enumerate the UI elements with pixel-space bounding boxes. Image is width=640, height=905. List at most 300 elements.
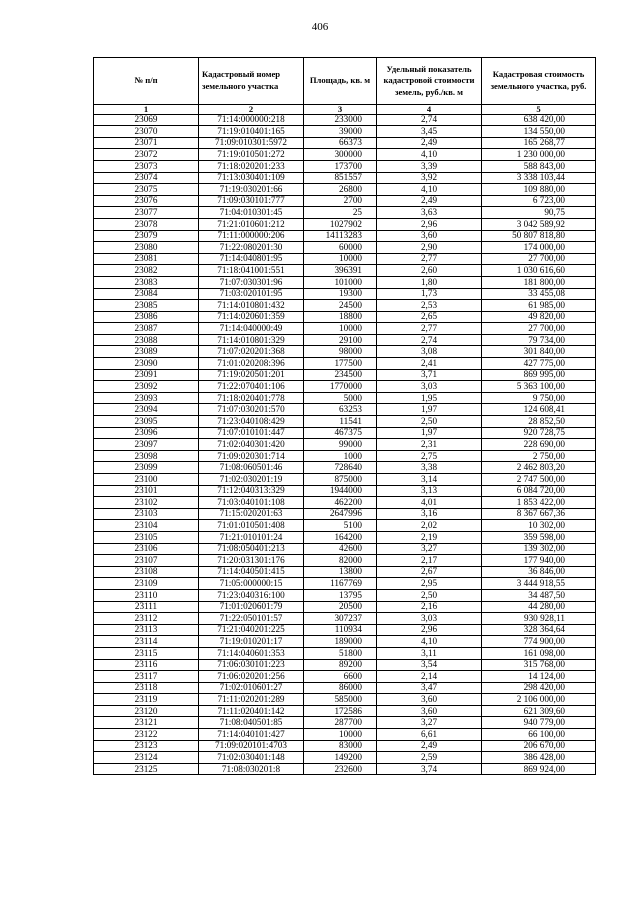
cadastral-value-cell: 2 462 803,20 xyxy=(482,462,596,474)
table-row xyxy=(94,416,596,428)
cadastral-number-cell: 71:09:010301:5972 xyxy=(199,137,304,149)
row-number-cell: 23122 xyxy=(94,729,199,741)
table-row xyxy=(94,589,596,601)
cadastral-value-cell: 124 608,41 xyxy=(482,404,596,416)
area-cell: 307237 xyxy=(304,613,377,625)
specific-value-cell: 1,95 xyxy=(377,392,482,404)
cadastral-value-cell: 621 309,60 xyxy=(482,705,596,717)
cadastral-number-cell: 71:11:000000:206 xyxy=(199,230,304,242)
cadastral-value-cell: 90,75 xyxy=(482,207,596,219)
area-cell: 11541 xyxy=(304,416,377,428)
specific-value-cell: 2,14 xyxy=(377,671,482,683)
row-number-cell: 23111 xyxy=(94,601,199,613)
cadastral-number-cell: 71:18:020401:778 xyxy=(199,392,304,404)
cadastral-number-cell: 71:19:020501:201 xyxy=(199,369,304,381)
table-row xyxy=(94,242,596,254)
cadastral-number-cell: 71:01:020208:396 xyxy=(199,358,304,370)
row-number-cell: 23115 xyxy=(94,647,199,659)
area-cell: 101000 xyxy=(304,276,377,288)
page-number: 406 xyxy=(311,21,329,33)
cadastral-number-cell: 71:19:010501:272 xyxy=(199,149,304,161)
specific-value-cell: 2,60 xyxy=(377,265,482,277)
specific-value-cell: 2,74 xyxy=(377,114,482,126)
column-number-row xyxy=(94,105,596,115)
row-number-cell: 23092 xyxy=(94,381,199,393)
area-cell: 20500 xyxy=(304,601,377,613)
table-row xyxy=(94,763,596,775)
row-number-cell: 23123 xyxy=(94,740,199,752)
table-row xyxy=(94,334,596,346)
cadastral-number-cell: 71:22:070401:106 xyxy=(199,381,304,393)
cadastral-number-cell: 71:07:030301:96 xyxy=(199,276,304,288)
specific-value-cell: 3,11 xyxy=(377,647,482,659)
area-cell: 300000 xyxy=(304,149,377,161)
cadastral-number-cell: 71:19:010401:165 xyxy=(199,126,304,138)
specific-value-cell: 2,41 xyxy=(377,358,482,370)
row-number-cell: 23121 xyxy=(94,717,199,729)
table-row xyxy=(94,253,596,265)
cadastral-value-cell: 34 487,50 xyxy=(482,589,596,601)
cadastral-value-cell: 301 840,00 xyxy=(482,346,596,358)
cadastral-number-cell: 71:07:020201:368 xyxy=(199,346,304,358)
row-number-cell: 23095 xyxy=(94,416,199,428)
cadastral-number-cell: 71:14:010801:329 xyxy=(199,334,304,346)
area-cell: 18800 xyxy=(304,311,377,323)
cadastral-value-cell: 2 747 500,00 xyxy=(482,474,596,486)
cadastral-value-cell: 9 750,00 xyxy=(482,392,596,404)
cadastral-number-cell: 71:14:040000:49 xyxy=(199,323,304,335)
table-row xyxy=(94,531,596,543)
area-cell: 177500 xyxy=(304,358,377,370)
table-row xyxy=(94,160,596,172)
specific-value-cell: 2,02 xyxy=(377,520,482,532)
specific-value-cell: 3,45 xyxy=(377,126,482,138)
header-row xyxy=(94,58,596,105)
area-cell: 233000 xyxy=(304,114,377,126)
specific-value-cell: 3,39 xyxy=(377,160,482,172)
table-row xyxy=(94,636,596,648)
area-cell: 189000 xyxy=(304,636,377,648)
column-number: 4 xyxy=(377,105,482,115)
area-cell: 396391 xyxy=(304,265,377,277)
specific-value-cell: 3,13 xyxy=(377,485,482,497)
cadastral-number-cell: 71:14:040101:427 xyxy=(199,729,304,741)
specific-value-cell: 2,19 xyxy=(377,531,482,543)
table-row xyxy=(94,300,596,312)
cadastral-value-cell: 109 880,00 xyxy=(482,184,596,196)
cadastral-value-cell: 177 940,00 xyxy=(482,555,596,567)
table-row xyxy=(94,752,596,764)
cadastral-value-cell: 174 000,00 xyxy=(482,242,596,254)
cadastral-number-cell: 71:03:020101:95 xyxy=(199,288,304,300)
area-cell: 99000 xyxy=(304,439,377,451)
table-row xyxy=(94,172,596,184)
table-row xyxy=(94,439,596,451)
table-row xyxy=(94,671,596,683)
area-cell: 82000 xyxy=(304,555,377,567)
row-number-cell: 23125 xyxy=(94,763,199,775)
specific-value-cell: 2,77 xyxy=(377,323,482,335)
specific-value-cell: 2,53 xyxy=(377,300,482,312)
specific-value-cell: 6,61 xyxy=(377,729,482,741)
specific-value-cell: 3,47 xyxy=(377,682,482,694)
specific-value-cell: 3,92 xyxy=(377,172,482,184)
specific-value-cell: 2,49 xyxy=(377,195,482,207)
area-cell: 5000 xyxy=(304,392,377,404)
cadastral-value-cell: 5 363 100,00 xyxy=(482,381,596,393)
row-number-cell: 23102 xyxy=(94,497,199,509)
table-row xyxy=(94,485,596,497)
row-number-cell: 23072 xyxy=(94,149,199,161)
table-row xyxy=(94,427,596,439)
row-number-cell: 23087 xyxy=(94,323,199,335)
area-cell: 10000 xyxy=(304,729,377,741)
row-number-cell: 23104 xyxy=(94,520,199,532)
row-number-cell: 23075 xyxy=(94,184,199,196)
row-number-cell: 23079 xyxy=(94,230,199,242)
cadastral-value-cell: 181 800,00 xyxy=(482,276,596,288)
cadastral-value-cell: 315 768,00 xyxy=(482,659,596,671)
cadastral-number-cell: 71:20:031301:176 xyxy=(199,555,304,567)
table-row xyxy=(94,624,596,636)
cadastral-number-cell: 71:02:030201:19 xyxy=(199,474,304,486)
specific-value-cell: 3,60 xyxy=(377,694,482,706)
cadastral-value-cell: 61 985,00 xyxy=(482,300,596,312)
table-row xyxy=(94,218,596,230)
area-cell: 149200 xyxy=(304,752,377,764)
table-row xyxy=(94,566,596,578)
cadastral-value-cell: 588 843,00 xyxy=(482,160,596,172)
cadastral-number-cell: 71:03:040101:108 xyxy=(199,497,304,509)
cadastral-value-cell: 940 779,00 xyxy=(482,717,596,729)
area-cell: 851557 xyxy=(304,172,377,184)
specific-value-cell: 1,97 xyxy=(377,427,482,439)
area-cell: 83000 xyxy=(304,740,377,752)
table-row xyxy=(94,450,596,462)
table-row xyxy=(94,613,596,625)
table-row xyxy=(94,195,596,207)
specific-value-cell: 4,10 xyxy=(377,149,482,161)
cadastral-number-cell: 71:14:040601:353 xyxy=(199,647,304,659)
cadastral-value-cell: 1 230 000,00 xyxy=(482,149,596,161)
cadastral-value-cell: 165 268,77 xyxy=(482,137,596,149)
area-cell: 42600 xyxy=(304,543,377,555)
cadastral-value-cell: 930 928,11 xyxy=(482,613,596,625)
cadastral-value-cell: 206 670,00 xyxy=(482,740,596,752)
row-number-cell: 23099 xyxy=(94,462,199,474)
cadastral-number-cell: 71:08:060501:46 xyxy=(199,462,304,474)
cadastral-number-cell: 71:21:010601:212 xyxy=(199,218,304,230)
cadastral-number-cell: 71:22:080201:30 xyxy=(199,242,304,254)
cadastral-number-cell: 71:18:041001:551 xyxy=(199,265,304,277)
specific-value-cell: 3,08 xyxy=(377,346,482,358)
row-number-cell: 23098 xyxy=(94,450,199,462)
row-number-cell: 23071 xyxy=(94,137,199,149)
row-number-cell: 23118 xyxy=(94,682,199,694)
row-number-cell: 23097 xyxy=(94,439,199,451)
cadastral-value-cell: 774 900,00 xyxy=(482,636,596,648)
row-number-cell: 23078 xyxy=(94,218,199,230)
table-row xyxy=(94,729,596,741)
table-row xyxy=(94,114,596,126)
table-row xyxy=(94,265,596,277)
cadastral-number-cell: 71:06:030101:223 xyxy=(199,659,304,671)
row-number-cell: 23116 xyxy=(94,659,199,671)
column-number: 1 xyxy=(94,105,199,115)
specific-value-cell: 3,60 xyxy=(377,705,482,717)
header-cadastral-number: Кадастровый номер земельного участка xyxy=(199,58,304,105)
cadastral-value-cell: 79 734,00 xyxy=(482,334,596,346)
cadastral-value-cell: 139 302,00 xyxy=(482,543,596,555)
area-cell: 728640 xyxy=(304,462,377,474)
row-number-cell: 23107 xyxy=(94,555,199,567)
cadastral-value-cell: 1 030 616,60 xyxy=(482,265,596,277)
cadastral-number-cell: 71:14:010801:432 xyxy=(199,300,304,312)
table-row xyxy=(94,682,596,694)
row-number-cell: 23082 xyxy=(94,265,199,277)
table-row xyxy=(94,555,596,567)
cadastral-number-cell: 71:21:010101:24 xyxy=(199,531,304,543)
row-number-cell: 23091 xyxy=(94,369,199,381)
cadastral-number-cell: 71:05:000000:15 xyxy=(199,578,304,590)
table-row xyxy=(94,369,596,381)
row-number-cell: 23070 xyxy=(94,126,199,138)
table-row xyxy=(94,149,596,161)
specific-value-cell: 4,10 xyxy=(377,636,482,648)
specific-value-cell: 2,17 xyxy=(377,555,482,567)
row-number-cell: 23069 xyxy=(94,114,199,126)
cadastral-number-cell: 71:02:030401:148 xyxy=(199,752,304,764)
specific-value-cell: 2,59 xyxy=(377,752,482,764)
area-cell: 89200 xyxy=(304,659,377,671)
row-number-cell: 23081 xyxy=(94,253,199,265)
row-number-cell: 23080 xyxy=(94,242,199,254)
specific-value-cell: 2,74 xyxy=(377,334,482,346)
area-cell: 39000 xyxy=(304,126,377,138)
row-number-cell: 23096 xyxy=(94,427,199,439)
row-number-cell: 23117 xyxy=(94,671,199,683)
specific-value-cell: 3,03 xyxy=(377,381,482,393)
cadastral-value-cell: 328 364,64 xyxy=(482,624,596,636)
cadastral-number-cell: 71:01:020601:79 xyxy=(199,601,304,613)
row-number-cell: 23124 xyxy=(94,752,199,764)
cadastral-value-cell: 27 700,00 xyxy=(482,323,596,335)
row-number-cell: 23085 xyxy=(94,300,199,312)
cadastral-number-cell: 71:14:040501:415 xyxy=(199,566,304,578)
area-cell: 462200 xyxy=(304,497,377,509)
area-cell: 2647996 xyxy=(304,508,377,520)
cadastral-number-cell: 71:08:030201:8 xyxy=(199,763,304,775)
row-number-cell: 23074 xyxy=(94,172,199,184)
area-cell: 60000 xyxy=(304,242,377,254)
cadastral-value-cell: 2 106 000,00 xyxy=(482,694,596,706)
cadastral-value-cell: 6 723,00 xyxy=(482,195,596,207)
area-cell: 5100 xyxy=(304,520,377,532)
area-cell: 10000 xyxy=(304,323,377,335)
area-cell: 6600 xyxy=(304,671,377,683)
specific-value-cell: 3,71 xyxy=(377,369,482,381)
row-number-cell: 23089 xyxy=(94,346,199,358)
area-cell: 25 xyxy=(304,207,377,219)
specific-value-cell: 2,96 xyxy=(377,218,482,230)
table-row xyxy=(94,578,596,590)
specific-value-cell: 2,96 xyxy=(377,624,482,636)
cadastral-number-cell: 71:07:010101:447 xyxy=(199,427,304,439)
cadastral-value-cell: 359 598,00 xyxy=(482,531,596,543)
specific-value-cell: 2,31 xyxy=(377,439,482,451)
row-number-cell: 23105 xyxy=(94,531,199,543)
cadastral-number-cell: 71:09:030101:777 xyxy=(199,195,304,207)
cadastral-value-cell: 66 100,00 xyxy=(482,729,596,741)
cadastral-value-table xyxy=(93,57,596,775)
row-number-cell: 23119 xyxy=(94,694,199,706)
area-cell: 98000 xyxy=(304,346,377,358)
area-cell: 24500 xyxy=(304,300,377,312)
table-row xyxy=(94,462,596,474)
area-cell: 13795 xyxy=(304,589,377,601)
area-cell: 164200 xyxy=(304,531,377,543)
table-row xyxy=(94,740,596,752)
row-number-cell: 23106 xyxy=(94,543,199,555)
cadastral-number-cell: 71:14:020601:359 xyxy=(199,311,304,323)
specific-value-cell: 2,90 xyxy=(377,242,482,254)
table-row xyxy=(94,184,596,196)
cadastral-number-cell: 71:09:020101:4703 xyxy=(199,740,304,752)
cadastral-number-cell: 71:04:010301:45 xyxy=(199,207,304,219)
cadastral-number-cell: 71:01:010501:408 xyxy=(199,520,304,532)
specific-value-cell: 2,16 xyxy=(377,601,482,613)
table-row xyxy=(94,705,596,717)
area-cell: 19300 xyxy=(304,288,377,300)
header-area: Площадь, кв. м xyxy=(304,58,377,105)
area-cell: 110934 xyxy=(304,624,377,636)
cadastral-value-cell: 134 550,00 xyxy=(482,126,596,138)
table-row xyxy=(94,694,596,706)
table-row xyxy=(94,276,596,288)
table-row xyxy=(94,717,596,729)
row-number-cell: 23112 xyxy=(94,613,199,625)
cadastral-number-cell: 71:13:030401:109 xyxy=(199,172,304,184)
cadastral-number-cell: 71:11:020201:289 xyxy=(199,694,304,706)
specific-value-cell: 4,01 xyxy=(377,497,482,509)
cadastral-value-cell: 8 367 667,36 xyxy=(482,508,596,520)
area-cell: 63253 xyxy=(304,404,377,416)
cadastral-number-cell: 71:19:030201:66 xyxy=(199,184,304,196)
specific-value-cell: 3,74 xyxy=(377,763,482,775)
cadastral-number-cell: 71:21:040201:225 xyxy=(199,624,304,636)
specific-value-cell: 2,50 xyxy=(377,589,482,601)
specific-value-cell: 3,03 xyxy=(377,613,482,625)
table-row xyxy=(94,137,596,149)
column-number: 5 xyxy=(482,105,596,115)
cadastral-value-cell: 50 807 818,80 xyxy=(482,230,596,242)
specific-value-cell: 3,14 xyxy=(377,474,482,486)
cadastral-number-cell: 71:23:040108:429 xyxy=(199,416,304,428)
table-row xyxy=(94,392,596,404)
specific-value-cell: 2,65 xyxy=(377,311,482,323)
table-body xyxy=(94,114,596,775)
row-number-cell: 23109 xyxy=(94,578,199,590)
table-row xyxy=(94,288,596,300)
specific-value-cell: 2,49 xyxy=(377,740,482,752)
specific-value-cell: 2,77 xyxy=(377,253,482,265)
table-row xyxy=(94,659,596,671)
area-cell: 1167769 xyxy=(304,578,377,590)
header-specific-value: Удельный показатель кадастровой стоимости земель, руб./кв. м xyxy=(377,58,482,105)
table-row xyxy=(94,404,596,416)
cadastral-number-cell: 71:11:020401:142 xyxy=(199,705,304,717)
table-header xyxy=(94,58,596,115)
area-cell: 287700 xyxy=(304,717,377,729)
table-row xyxy=(94,207,596,219)
cadastral-number-cell: 71:23:040316:100 xyxy=(199,589,304,601)
specific-value-cell: 3,27 xyxy=(377,543,482,555)
area-cell: 1770000 xyxy=(304,381,377,393)
specific-value-cell: 1,80 xyxy=(377,276,482,288)
row-number-cell: 23084 xyxy=(94,288,199,300)
cadastral-value-cell: 869 995,00 xyxy=(482,369,596,381)
row-number-cell: 23093 xyxy=(94,392,199,404)
cadastral-number-cell: 71:06:020201:256 xyxy=(199,671,304,683)
cadastral-value-cell: 920 728,75 xyxy=(482,427,596,439)
area-cell: 13800 xyxy=(304,566,377,578)
cadastral-number-cell: 71:02:010601:27 xyxy=(199,682,304,694)
row-number-cell: 23103 xyxy=(94,508,199,520)
specific-value-cell: 3,16 xyxy=(377,508,482,520)
cadastral-number-cell: 71:07:030201:570 xyxy=(199,404,304,416)
table-row xyxy=(94,230,596,242)
cadastral-value-cell: 36 846,00 xyxy=(482,566,596,578)
cadastral-number-cell: 71:09:020301:714 xyxy=(199,450,304,462)
cadastral-value-cell: 298 420,00 xyxy=(482,682,596,694)
specific-value-cell: 4,10 xyxy=(377,184,482,196)
row-number-cell: 23073 xyxy=(94,160,199,172)
area-cell: 585000 xyxy=(304,694,377,706)
table-row xyxy=(94,126,596,138)
specific-value-cell: 3,38 xyxy=(377,462,482,474)
area-cell: 172586 xyxy=(304,705,377,717)
cadastral-value-cell: 6 084 720,00 xyxy=(482,485,596,497)
cadastral-value-cell: 28 852,50 xyxy=(482,416,596,428)
row-number-cell: 23120 xyxy=(94,705,199,717)
table-row xyxy=(94,543,596,555)
specific-value-cell: 2,95 xyxy=(377,578,482,590)
row-number-cell: 23094 xyxy=(94,404,199,416)
cadastral-value-cell: 27 700,00 xyxy=(482,253,596,265)
specific-value-cell: 1,97 xyxy=(377,404,482,416)
cadastral-value-cell: 33 455,08 xyxy=(482,288,596,300)
area-cell: 51800 xyxy=(304,647,377,659)
specific-value-cell: 3,27 xyxy=(377,717,482,729)
area-cell: 234500 xyxy=(304,369,377,381)
row-number-cell: 23101 xyxy=(94,485,199,497)
header-row-number: № п/п xyxy=(94,58,199,105)
cadastral-value-cell: 3 338 103,44 xyxy=(482,172,596,184)
table-row xyxy=(94,520,596,532)
row-number-cell: 23114 xyxy=(94,636,199,648)
area-cell: 66373 xyxy=(304,137,377,149)
row-number-cell: 23088 xyxy=(94,334,199,346)
cadastral-value-cell: 869 924,00 xyxy=(482,763,596,775)
area-cell: 26800 xyxy=(304,184,377,196)
cadastral-value-cell: 386 428,00 xyxy=(482,752,596,764)
row-number-cell: 23113 xyxy=(94,624,199,636)
specific-value-cell: 1,73 xyxy=(377,288,482,300)
cadastral-value-cell: 14 124,00 xyxy=(482,671,596,683)
cadastral-number-cell: 71:14:000000:218 xyxy=(199,114,304,126)
cadastral-value-cell: 44 280,00 xyxy=(482,601,596,613)
area-cell: 10000 xyxy=(304,253,377,265)
